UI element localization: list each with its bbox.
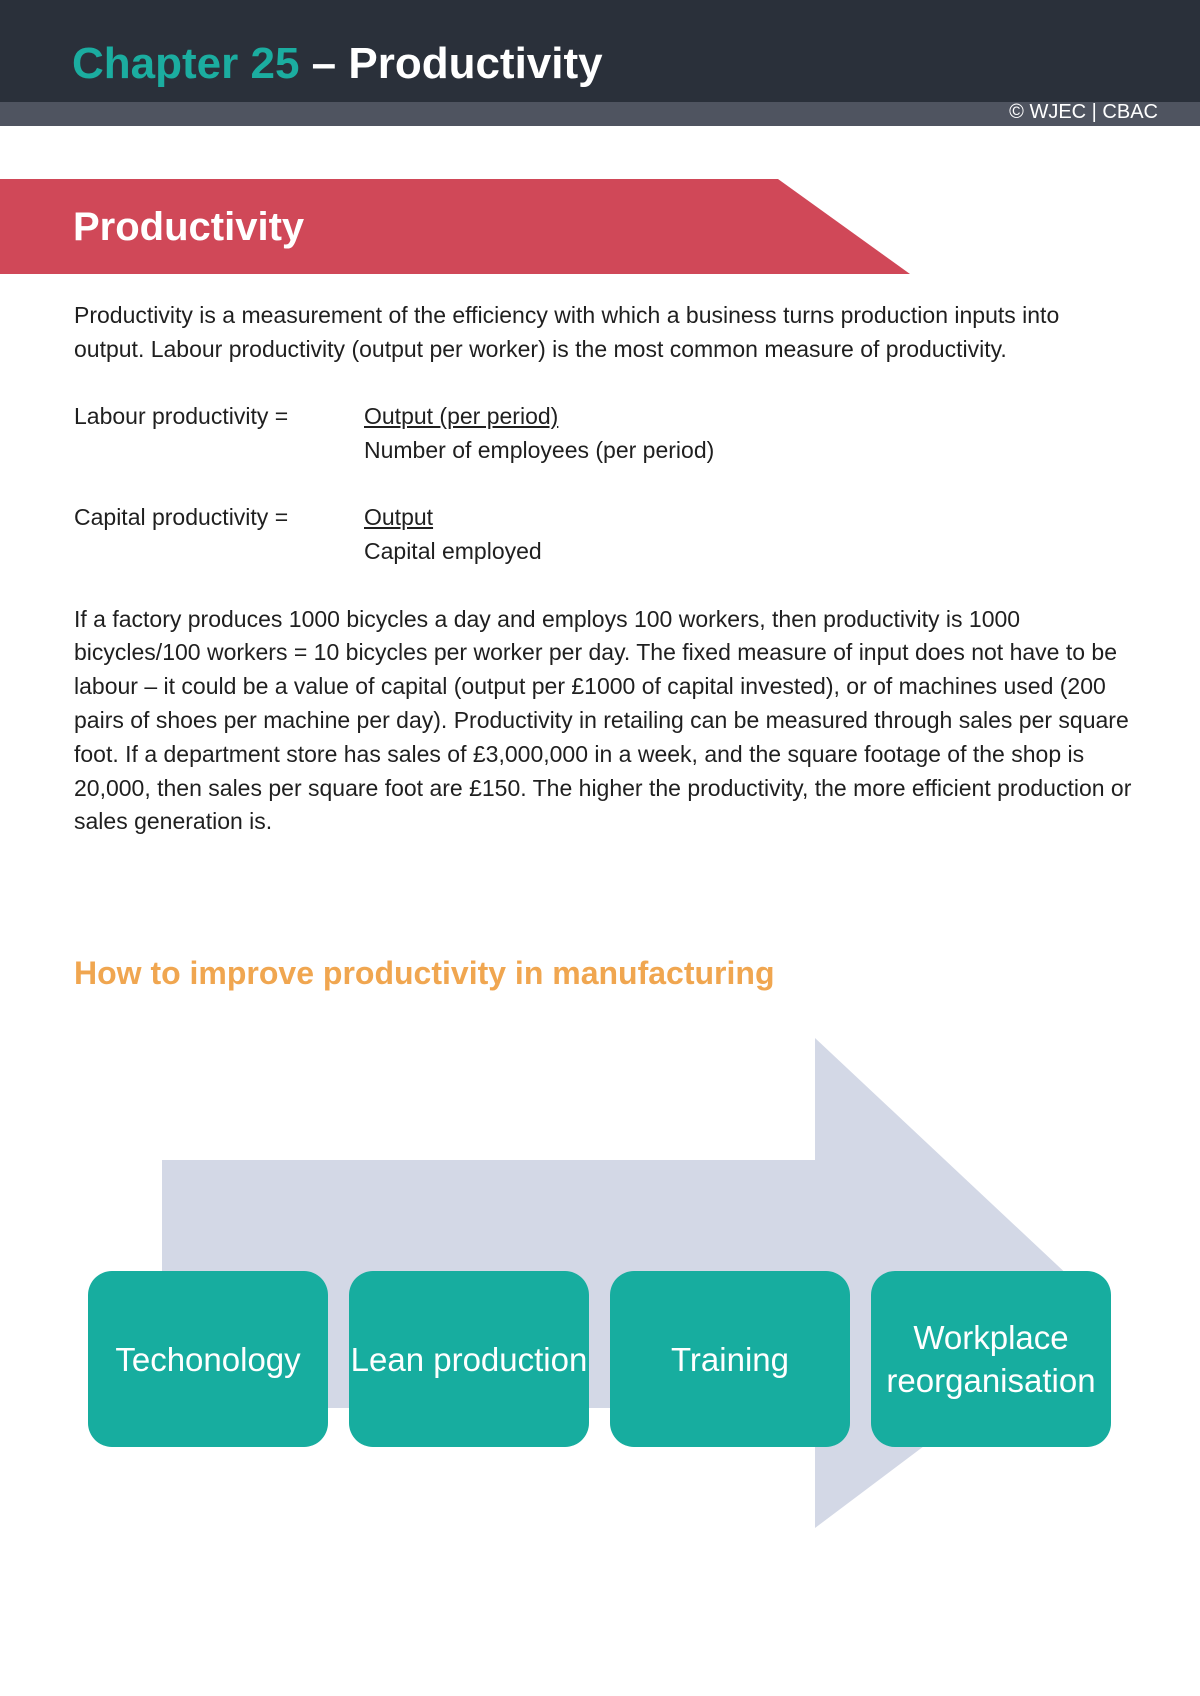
formula-denominator: Capital employed — [364, 537, 542, 564]
formula-label: Labour productivity = — [74, 402, 289, 429]
process-step-technology: Techonology — [88, 1271, 328, 1447]
process-step-workplace-reorganisation: Workplace reorganisation — [871, 1271, 1111, 1447]
body-text — [74, 299, 1134, 839]
process-diagram — [0, 1030, 1200, 1530]
formula-numerator: Output (per period) — [364, 402, 559, 429]
section-title: Productivity — [73, 205, 305, 249]
formula-label: Capital productivity = — [74, 503, 289, 530]
formula-denominator: Number of employees (per period) — [364, 436, 715, 463]
intro-paragraph: Productivity is a measurement of the efficiency with which a business turns production inputs into output. Labour productivity (output per worker) is the most common measure of productivity. — [74, 302, 1060, 362]
formula-numerator: Output — [364, 503, 434, 530]
process-step-lean-production: Lean production — [349, 1271, 589, 1447]
chapter-title — [72, 36, 603, 92]
chapter-name: – Productivity — [299, 39, 603, 88]
chapter-number: Chapter 25 — [72, 39, 300, 88]
labour-productivity-formula — [74, 400, 1134, 468]
process-step-training: Training — [610, 1271, 850, 1447]
capital-productivity-formula — [74, 501, 1134, 569]
example-paragraph: If a factory produces 1000 bicycles a day and employs 100 workers, then productivity is 1000 bicycles/100 workers = 10 bicycles per worker per day. The fixed measure of input does not have to be labour – it could be a value of capital (output per £1000 of capital invested), or of machines used (200 pairs of shoes per machine per day). Productivity in retailing can be measured through sales per square foot. If a department store has sales of £3,000,000 in a week, and the square footage of the shop is 20,000, then sales per square foot are £150. The higher the productivity, the more efficient production or sales generation is. — [74, 605, 1132, 835]
copyright-notice: © WJEC | CBAC — [1009, 101, 1158, 123]
improve-heading: How to improve productivity in manufacturing — [74, 955, 775, 991]
